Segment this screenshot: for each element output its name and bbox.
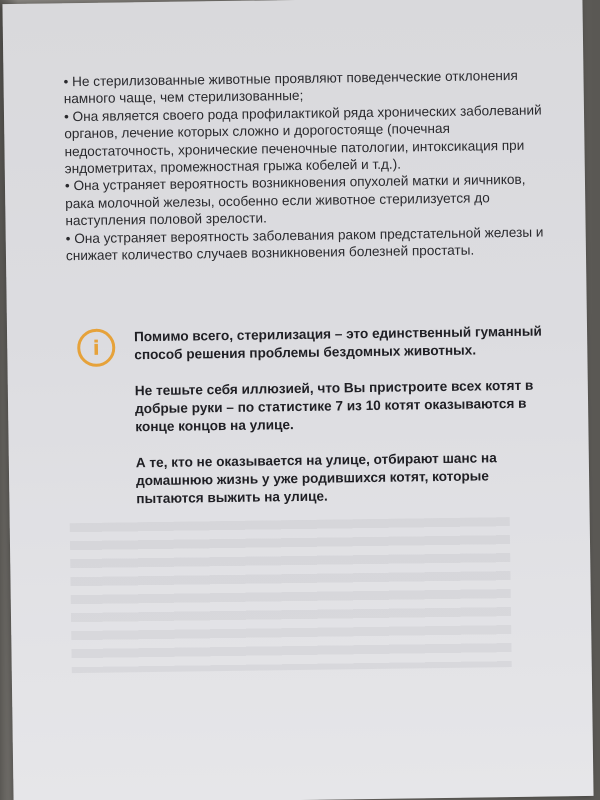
- bullet-chronic-diseases: • Она является своего рода профилактикой ряда хронических заболеваний органов, лечение которых сложно и дорогостояще (почечная недостаточность, хронические печеночные патологии, интоксикация при эндометритах, промежностная грыжа кобелей и т.д.).: [63, 102, 542, 177]
- show-through-decoration: [70, 517, 512, 673]
- bullet-tumors: • Она устраняет вероятность возникновения опухолей матки и яичников, рака молочной железы, особенно если животное стерилизуется до наступления половой зрелости.: [64, 172, 526, 229]
- callout-paragraph-statistics: Не тешьте себя иллюзией, что Вы пристроите всех котят в добрые руки – по статистике 7 из 10 котят оказываются в конце концов на улице.: [134, 377, 534, 435]
- info-callout: [77, 314, 560, 521]
- bullet-behavior: • Не стерилизованные животные проявляют поведенческие отклонения намного чаще, чем стерилизованные;: [63, 67, 518, 107]
- paper-sheet: [2, 0, 593, 800]
- benefits-list: [63, 67, 546, 265]
- bullet-prostate: • Она устраняет вероятность заболевания раком предстательной железы и снижает количество случаев возникновения болезней простаты.: [65, 224, 544, 264]
- callout-paragraph-street: А те, кто не оказывается на улице, отбирают шанс на домашнюю жизнь у уже родившихся котят, которые пытаются выжить на улице.: [135, 450, 497, 507]
- callout-paragraph-humane: Помимо всего, стерилизация – это единственный гуманный способ решения проблемы бездомных животных.: [133, 323, 542, 363]
- callout-text: [134, 322, 557, 526]
- info-icon: i: [77, 329, 116, 368]
